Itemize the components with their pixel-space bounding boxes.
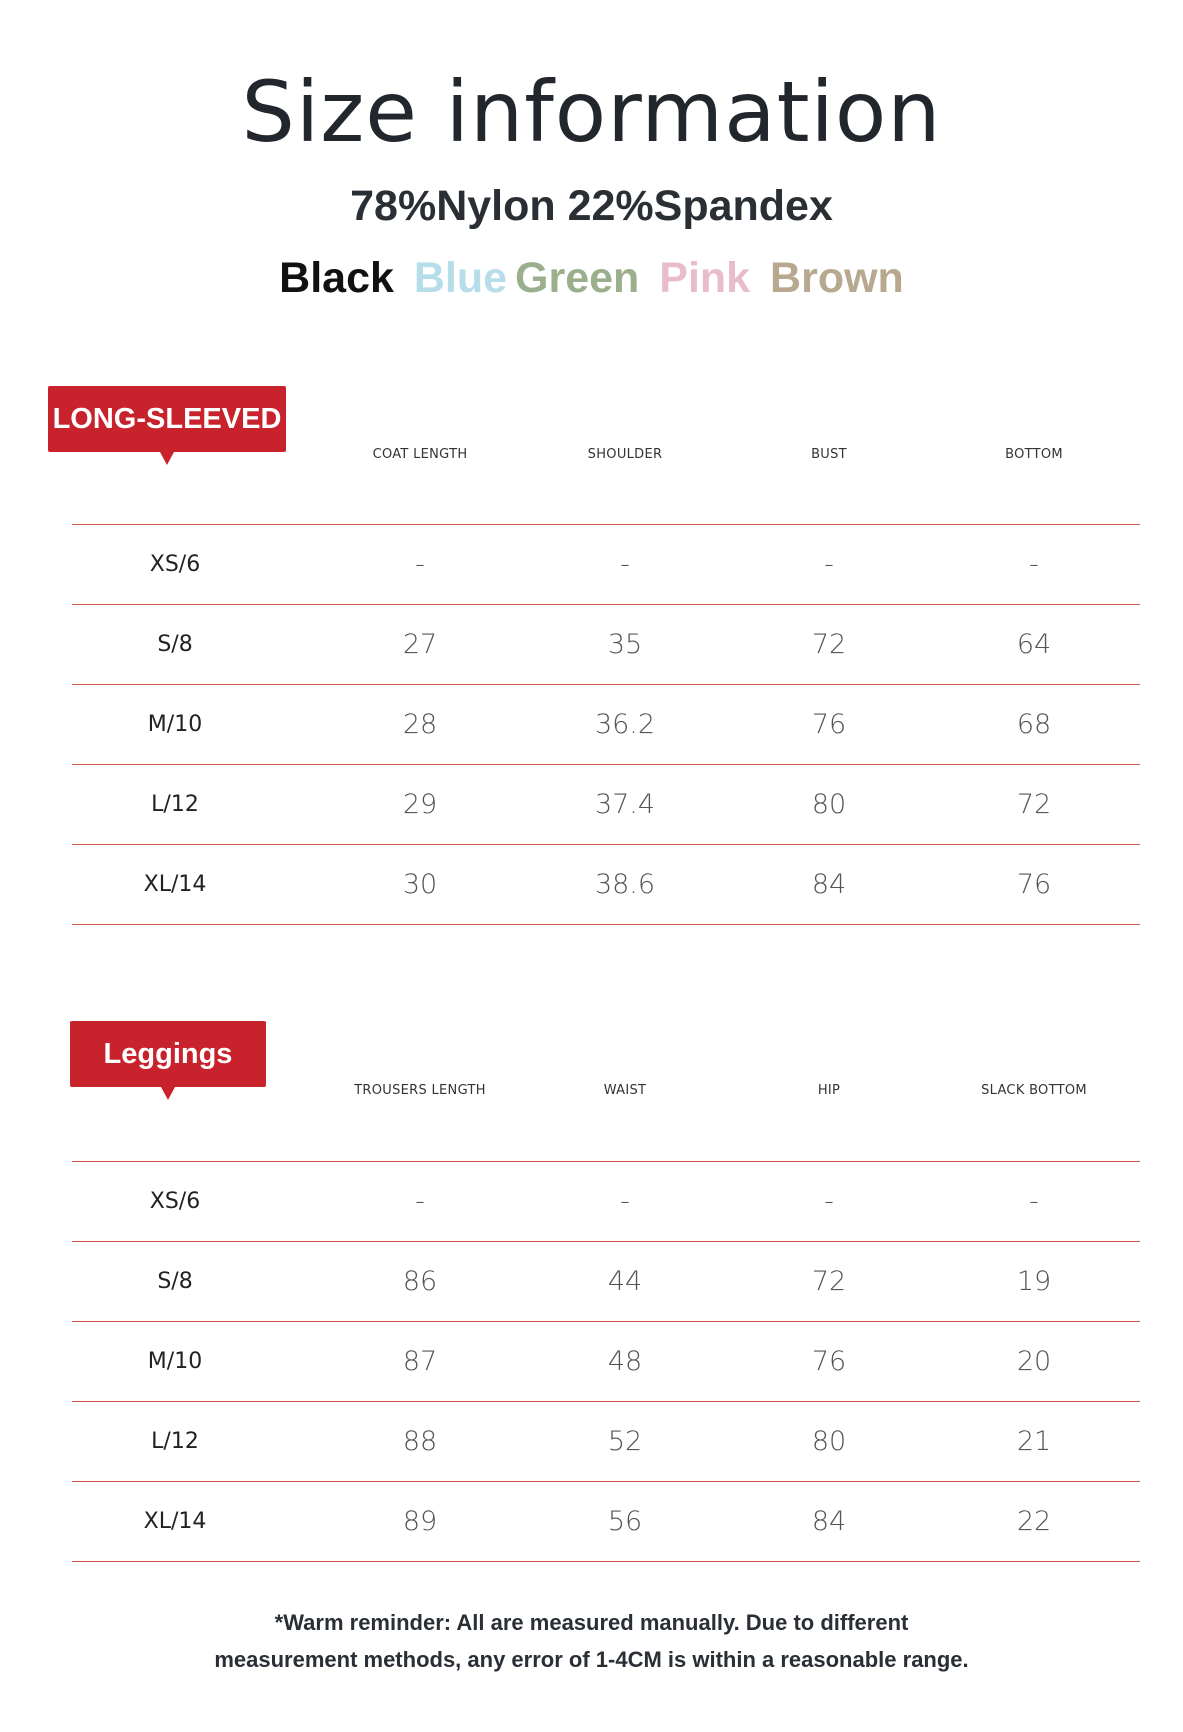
measurement-cell: - bbox=[620, 1186, 630, 1217]
size-label: S/8 bbox=[157, 632, 193, 657]
color-green: Green bbox=[515, 254, 640, 302]
measurement-cell: 37.4 bbox=[594, 789, 656, 820]
badge-pointer bbox=[160, 452, 174, 465]
measurement-cell: 28 bbox=[402, 709, 438, 740]
measurement-cell: - bbox=[415, 549, 425, 580]
measurement-cell: 68 bbox=[1016, 709, 1052, 740]
measurement-cell: 38.6 bbox=[594, 869, 656, 900]
measurement-cell: 29 bbox=[402, 789, 438, 820]
badge-label: Leggings bbox=[103, 1037, 233, 1070]
measurement-cell: 22 bbox=[1016, 1506, 1052, 1537]
measurement-cell: 80 bbox=[811, 789, 847, 820]
size-label: XS/6 bbox=[149, 552, 201, 577]
color-pink: Pink bbox=[659, 254, 751, 302]
color-black: Black bbox=[279, 254, 394, 302]
warm-reminder bbox=[0, 1604, 1183, 1678]
size-label: XL/14 bbox=[143, 1509, 207, 1534]
measurement-cell: 27 bbox=[402, 629, 438, 660]
measurement-cell: 80 bbox=[811, 1426, 847, 1457]
measurement-cell: 86 bbox=[402, 1266, 438, 1297]
column-header: SLACK BOTTOM bbox=[981, 1083, 1087, 1098]
color-brown: Brown bbox=[770, 254, 904, 302]
measurement-cell: 89 bbox=[402, 1506, 438, 1537]
column-header: BUST bbox=[811, 447, 847, 462]
column-header: WAIST bbox=[603, 1083, 647, 1098]
measurement-cell: 72 bbox=[1016, 789, 1052, 820]
column-header: SHOULDER bbox=[587, 447, 663, 462]
measurement-cell: 19 bbox=[1016, 1266, 1052, 1297]
leggings-badge bbox=[70, 1021, 266, 1087]
measurement-cell: 21 bbox=[1016, 1426, 1052, 1457]
measurement-cell: 76 bbox=[811, 1346, 847, 1377]
measurement-cell: 52 bbox=[607, 1426, 643, 1457]
measurement-cell: 64 bbox=[1016, 629, 1052, 660]
measurement-cell: - bbox=[1029, 1186, 1039, 1217]
color-options bbox=[0, 250, 1183, 306]
size-label: L/12 bbox=[151, 1429, 199, 1454]
measurement-cell: - bbox=[620, 549, 630, 580]
measurement-cell: 88 bbox=[402, 1426, 438, 1457]
measurement-cell: 44 bbox=[607, 1266, 643, 1297]
material-composition: 78%Nylon 22%Spandex bbox=[350, 182, 833, 230]
column-header: HIP bbox=[817, 1083, 841, 1098]
column-header: COAT LENGTH bbox=[372, 447, 468, 462]
badge-label: LONG-SLEEVED bbox=[52, 402, 282, 435]
note-line-1: *Warm reminder: All are measured manually. Due to different bbox=[274, 1610, 909, 1635]
measurement-cell: 76 bbox=[811, 709, 847, 740]
measurement-cell: 35 bbox=[607, 629, 643, 660]
note-line-2: measurement methods, any error of 1-4CM is within a reasonable range. bbox=[214, 1647, 969, 1672]
measurement-cell: 72 bbox=[811, 1266, 847, 1297]
page-title: Size information bbox=[241, 63, 942, 161]
size-label: XL/14 bbox=[143, 872, 207, 897]
measurement-cell: 87 bbox=[402, 1346, 438, 1377]
column-header: TROUSERS LENGTH bbox=[354, 1083, 486, 1098]
measurement-cell: - bbox=[415, 1186, 425, 1217]
column-header: BOTTOM bbox=[1005, 447, 1063, 462]
size-label: L/12 bbox=[151, 792, 199, 817]
size-label: M/10 bbox=[147, 712, 203, 737]
long-sleeved-badge bbox=[48, 386, 286, 452]
measurement-cell: 20 bbox=[1016, 1346, 1052, 1377]
measurement-cell: 76 bbox=[1016, 869, 1052, 900]
measurement-cell: 48 bbox=[607, 1346, 643, 1377]
measurement-cell: - bbox=[824, 1186, 834, 1217]
size-label: XS/6 bbox=[149, 1189, 201, 1214]
color-blue: Blue bbox=[413, 254, 508, 302]
size-label: M/10 bbox=[147, 1349, 203, 1374]
size-label: S/8 bbox=[157, 1269, 193, 1294]
measurement-cell: - bbox=[1029, 549, 1039, 580]
measurement-cell: 30 bbox=[402, 869, 438, 900]
measurement-cell: 84 bbox=[811, 1506, 847, 1537]
measurement-cell: 56 bbox=[607, 1506, 643, 1537]
measurement-cell: 84 bbox=[811, 869, 847, 900]
badge-pointer bbox=[161, 1087, 175, 1100]
measurement-cell: - bbox=[824, 549, 834, 580]
measurement-cell: 72 bbox=[811, 629, 847, 660]
measurement-cell: 36.2 bbox=[594, 709, 656, 740]
